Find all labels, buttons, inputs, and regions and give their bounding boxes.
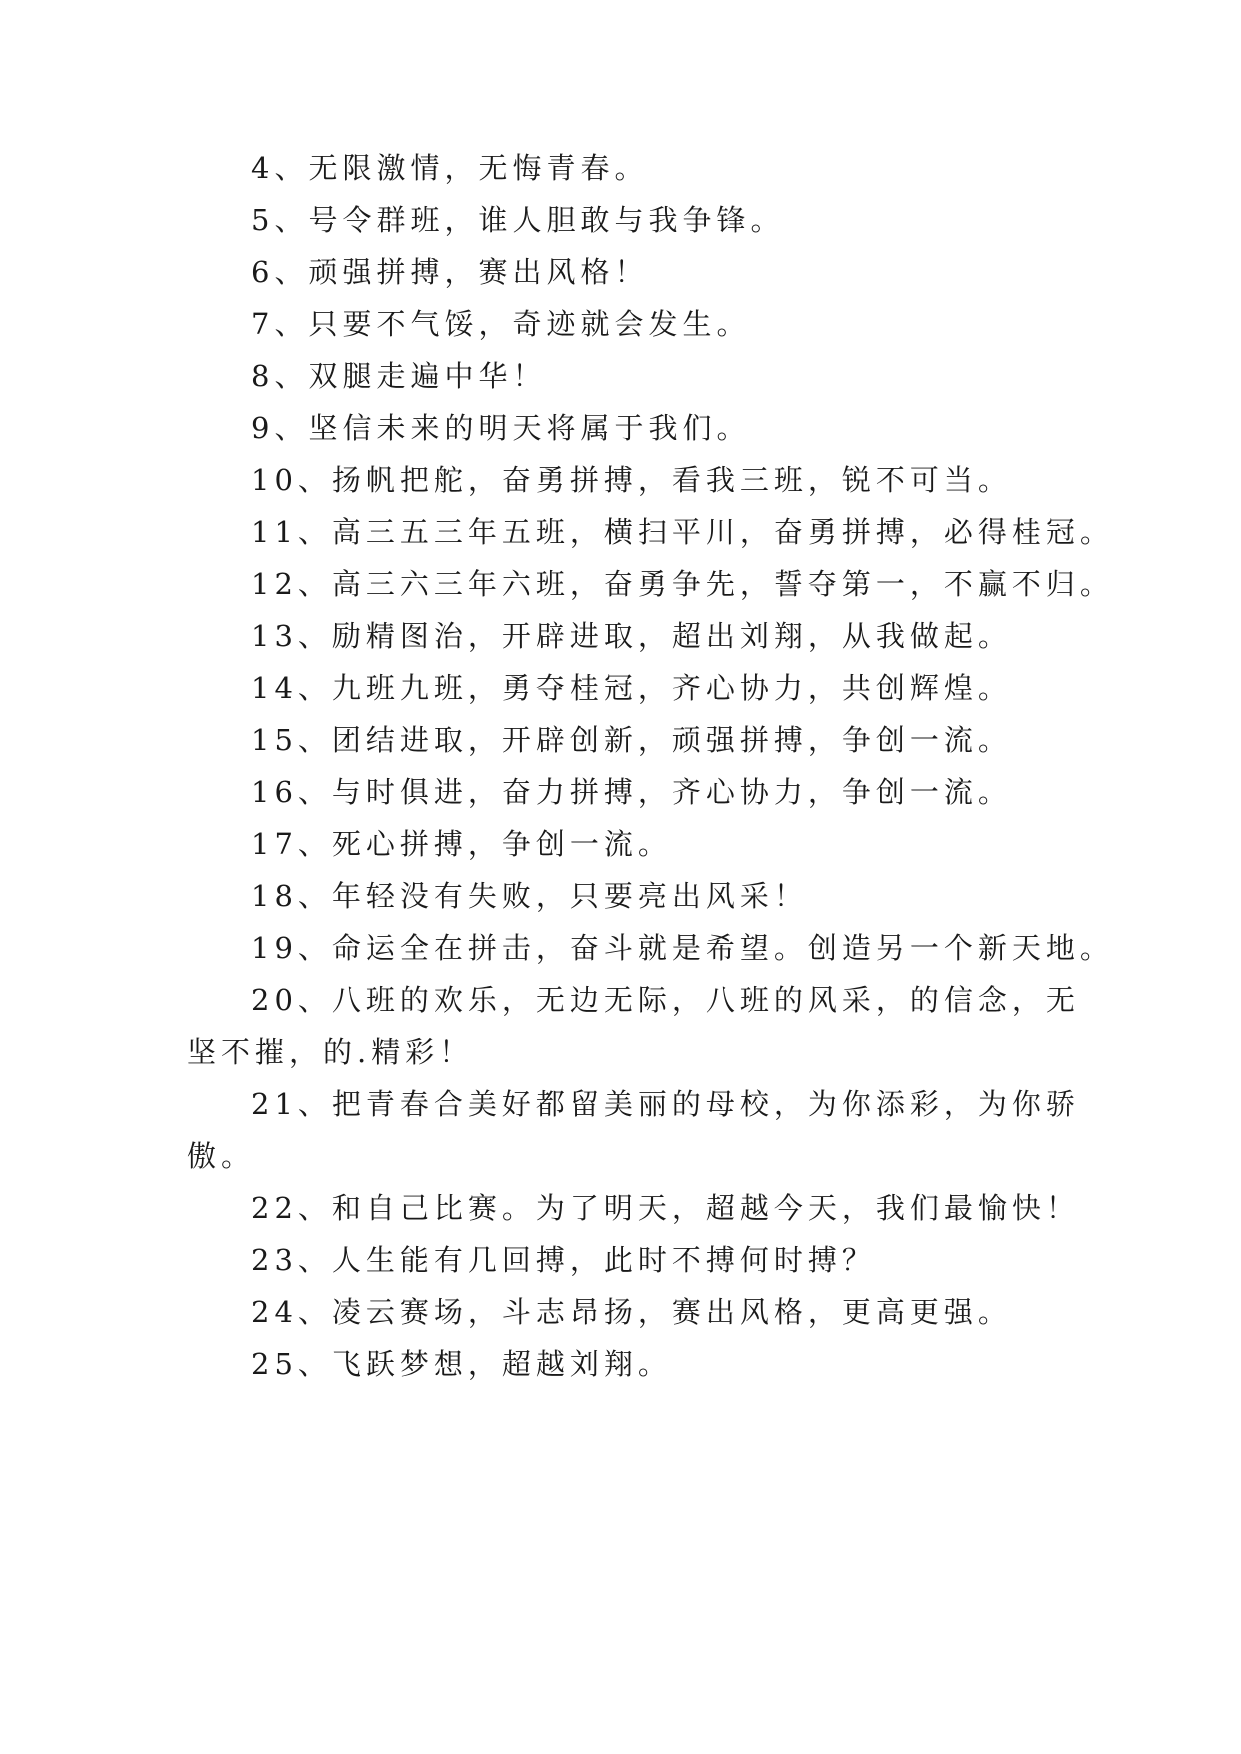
slogan-line-11: 11、高三五三年五班，横扫平川，奋勇拼搏，必得桂冠。 [251, 515, 1114, 549]
slogan-line-4: 4、无限激情，无悔青春。 [251, 151, 649, 185]
slogan-line-20-continued: 坚不摧，的.精彩！ [187, 1035, 474, 1069]
slogan-line-10: 10、扬帆把舵，奋勇拼搏，看我三班，锐不可当。 [251, 463, 1012, 497]
slogan-line-16: 16、与时俱进，奋力拼搏，齐心协力，争创一流。 [251, 775, 1012, 809]
slogan-line-13: 13、励精图治，开辟进取，超出刘翔，从我做起。 [251, 619, 1012, 653]
slogan-line-12: 12、高三六三年六班，奋勇争先，誓夺第一，不赢不归。 [251, 567, 1114, 601]
slogan-line-20: 20、八班的欢乐，无边无际，八班的风采，的信念，无 [251, 983, 1080, 1017]
slogan-line-25: 25、飞跃梦想，超越刘翔。 [251, 1347, 672, 1381]
slogan-line-22: 22、和自己比赛。为了明天，超越今天，我们最愉快！ [251, 1191, 1080, 1225]
slogan-line-24: 24、凌云赛场，斗志昂扬，赛出风格，更高更强。 [251, 1295, 1012, 1329]
slogan-line-19: 19、命运全在拼击，奋斗就是希望。创造另一个新天地。 [251, 931, 1114, 965]
slogan-line-6: 6、顽强拼搏，赛出风格！ [251, 255, 649, 289]
slogan-line-17: 17、死心拼搏，争创一流。 [251, 827, 672, 861]
slogan-line-15: 15、团结进取，开辟创新，顽强拼搏，争创一流。 [251, 723, 1012, 757]
slogan-line-8: 8、双腿走遍中华！ [251, 359, 547, 393]
slogan-line-21: 21、把青春合美好都留美丽的母校，为你添彩，为你骄 [251, 1087, 1080, 1121]
slogan-line-14: 14、九班九班，勇夺桂冠，齐心协力，共创辉煌。 [251, 671, 1012, 705]
slogan-line-21-continued: 傲。 [187, 1139, 256, 1173]
slogan-line-5: 5、号令群班，谁人胆敢与我争锋。 [251, 203, 785, 237]
slogan-line-23: 23、人生能有几回搏，此时不搏何时搏？ [251, 1243, 876, 1277]
slogan-line-18: 18、年轻没有失败，只要亮出风采！ [251, 879, 808, 913]
slogan-line-7: 7、只要不气馁，奇迹就会发生。 [251, 307, 751, 341]
slogan-line-9: 9、坚信未来的明天将属于我们。 [251, 411, 751, 445]
